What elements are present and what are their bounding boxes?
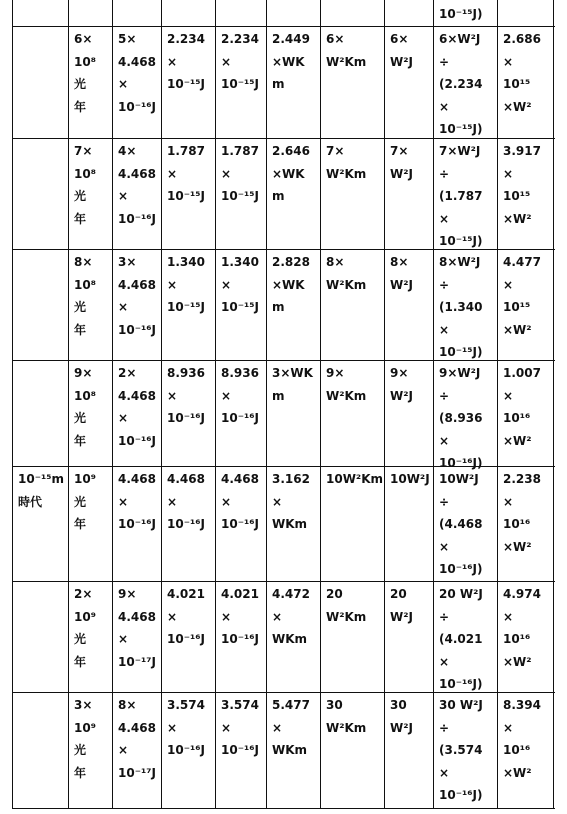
cell-text-line: 3×WK	[272, 366, 313, 380]
table-row-6-c6-cell	[326, 583, 366, 628]
cell-text-line: 10⁻¹⁵J	[167, 300, 206, 314]
cell-text-line: (8.936	[439, 411, 483, 425]
table-row-3-c4-cell	[221, 251, 259, 319]
cell-text-line: 年	[74, 211, 87, 226]
table-row-3-c9-cell	[503, 251, 541, 341]
cell-text-line: 4.472	[272, 587, 310, 601]
cell-text-line: 2×	[74, 587, 93, 601]
table-column-rule	[320, 0, 321, 808]
table-row-1-c3-cell	[167, 28, 205, 96]
table-row-4-c8-cell	[439, 362, 483, 475]
table-row-3-c7-cell	[390, 251, 413, 296]
cell-text-line: W²J	[390, 388, 413, 403]
cell-text-line: 8×	[326, 255, 345, 269]
cell-text-line: 9×	[390, 366, 409, 380]
cell-text-line: 4.974	[503, 587, 541, 601]
table-row-6-c7-cell	[390, 583, 413, 628]
cell-text-line: ÷	[439, 494, 450, 509]
cell-text-line: m	[272, 300, 285, 314]
cell-text-line: ×	[503, 494, 514, 509]
table-row-5-c4-cell	[221, 468, 259, 536]
cell-text-line: ×	[167, 388, 178, 403]
table-row-2-c8-cell	[439, 140, 483, 253]
cell-text-line: ÷	[439, 388, 450, 403]
cell-text-line: 10⁻¹⁵J)	[439, 345, 483, 359]
cell-text-line: 10⁻¹⁶J	[167, 632, 206, 646]
cell-text-line: ×	[439, 765, 450, 780]
cell-text-line: 10⁻¹⁶J)	[439, 456, 483, 470]
table-row-6-c5-cell	[272, 583, 310, 651]
cell-text-line: 光	[74, 300, 87, 314]
cell-text-line: W²J	[390, 609, 413, 624]
cell-text-line: ×W²	[503, 654, 532, 669]
table-row-7-c6-cell	[326, 694, 366, 739]
cell-text-line: 10⁻¹⁵J)	[439, 234, 483, 248]
table-column-rule	[384, 0, 385, 808]
table-row-rule	[12, 808, 555, 809]
cell-text-line: ×WK	[272, 54, 305, 69]
cell-text-line: ×WK	[272, 277, 305, 292]
table-row-rule	[12, 581, 555, 582]
table-row-3-c6-cell	[326, 251, 366, 296]
cell-text-line: 10¹⁶	[503, 411, 531, 425]
cell-text-line: 30 W²J	[439, 698, 483, 712]
cell-text-line: W²J	[390, 720, 413, 735]
cell-text-line: W²Km	[326, 388, 367, 403]
table-row-2-c4-cell	[221, 140, 259, 208]
cell-text-line: ×	[439, 211, 450, 226]
cell-text-line: 8×W²J	[439, 255, 481, 269]
cell-text-line: 8×	[74, 255, 93, 269]
cell-text-line: ×W²	[503, 539, 532, 554]
cell-text-line: 4.477	[503, 255, 541, 269]
table-row-5-c2-cell	[118, 468, 156, 536]
table-row-1-c6-cell	[326, 28, 366, 73]
cell-text-line: 光	[74, 632, 87, 646]
cell-text-line: 4.468	[118, 54, 156, 69]
cell-text-line: 7×	[326, 144, 345, 158]
cell-text-line: 3×	[74, 698, 93, 712]
cell-text-line: 10W²J	[439, 472, 479, 486]
cell-text-line: ×	[439, 433, 450, 448]
cell-text-line: ×	[439, 654, 450, 669]
cell-text-line: 4.468	[118, 609, 156, 624]
cell-text-line: 5×	[118, 32, 137, 46]
cell-text-line: 10¹⁵	[503, 300, 531, 314]
cell-text-line: WKm	[272, 517, 308, 531]
cell-text-line: 10⁻¹⁶J	[118, 433, 157, 448]
table-row-1-c4-cell	[221, 28, 259, 96]
cell-text-line: ×	[221, 494, 232, 509]
cell-text-line: 10⁻¹⁶J	[118, 211, 157, 226]
cell-text-line: 10⁻¹⁷J	[118, 765, 157, 780]
table-row-5-c3-cell	[167, 468, 205, 536]
cell-text-line: 10⁻¹⁵J)	[439, 122, 483, 136]
cell-text-line: 10¹⁶	[503, 743, 531, 757]
cell-text-line: 5.477	[272, 698, 310, 712]
table-row-4-c6-cell	[326, 362, 366, 407]
table-column-rule	[68, 0, 69, 808]
cell-text-line: 10⁻¹⁶J)	[439, 562, 483, 576]
table-column-rule	[112, 0, 113, 808]
cell-text-line: 10⁸	[74, 166, 96, 181]
table-row-6-c3-cell	[167, 583, 205, 651]
cell-text-line: 2×	[118, 366, 137, 380]
cell-text-line: 10⁻¹⁶J	[221, 632, 260, 646]
cell-text-line: 10⁻¹⁵J	[167, 77, 206, 91]
cell-text-line: ×	[439, 322, 450, 337]
cell-text-line: WKm	[272, 632, 308, 646]
cell-text-line: ×	[503, 388, 514, 403]
cell-text-line: 8×	[390, 255, 409, 269]
cell-text-line: 10⁻¹⁶J)	[439, 788, 483, 802]
table-row-3-c8-cell	[439, 251, 483, 364]
cell-text-line: 10⁹	[74, 609, 96, 624]
table-row-5-c5-cell	[272, 468, 310, 536]
cell-text-line: ×	[118, 632, 129, 646]
table-row-6-c1-cell	[74, 583, 96, 673]
cell-text-line: ×	[118, 189, 129, 203]
cell-text-line: ÷	[439, 609, 450, 624]
table-row-6-c8-cell	[439, 583, 483, 696]
cell-text-line: 10⁻¹⁵J	[221, 189, 260, 203]
cell-text-line: ×	[221, 277, 232, 292]
cell-text-line: 10⁻¹⁵m	[18, 472, 65, 486]
cell-text-line: W²Km	[326, 166, 367, 181]
cell-text-line: 30	[390, 698, 407, 712]
cell-text-line: ÷	[439, 54, 450, 69]
cell-text-line: ×	[118, 494, 129, 509]
cell-text-line: WKm	[272, 743, 308, 757]
table-row-4-c9-cell	[503, 362, 541, 452]
table-row-4-c7-cell	[390, 362, 413, 407]
cell-text-line: ×W²	[503, 433, 532, 448]
cell-text-line: 光	[74, 743, 87, 757]
table-row-rule	[12, 26, 555, 27]
cell-text-line: ×	[167, 277, 178, 292]
cell-text-line: 2.686	[503, 32, 541, 46]
cell-text-line: 2.234	[167, 32, 205, 46]
cell-text-line: ×	[167, 166, 178, 181]
cell-text-line: W²Km	[326, 54, 367, 69]
table-row-3-c2-cell	[118, 251, 156, 341]
cell-text-line: 20	[390, 587, 407, 601]
cell-text-line: ×	[439, 99, 450, 114]
cell-text-line: 10W²J	[390, 472, 430, 486]
cell-text-line: 光	[74, 189, 87, 203]
cell-text-line: 10⁻¹⁶J	[118, 517, 157, 531]
cell-text-line: 10⁻¹⁶J	[167, 411, 206, 425]
cell-text-line: ×W²	[503, 211, 532, 226]
cell-text-line: ÷	[439, 166, 450, 181]
cell-text-line: 年	[74, 765, 87, 780]
cell-text-line: m	[272, 77, 285, 91]
table-row-2-c5-cell	[272, 140, 310, 208]
cell-text-line: 4×	[118, 144, 137, 158]
table-row-2-c7-cell	[390, 140, 413, 185]
table-row-7-c3-cell	[167, 694, 205, 762]
cell-text-line: 4.021	[167, 587, 205, 601]
table-row-6-c4-cell	[221, 583, 259, 651]
cell-text-line: 4.468	[118, 388, 156, 403]
cell-text-line: 10⁻¹⁶J	[167, 743, 206, 757]
table-row-7-c7-cell	[390, 694, 413, 739]
cell-text-line: 10⁻¹⁵J	[221, 300, 260, 314]
table-row-3-c1-cell	[74, 251, 96, 341]
cell-text-line: 6×W²J	[439, 32, 481, 46]
cell-text-line: 10⁻¹⁵J	[167, 189, 206, 203]
table-row-2-c1-cell	[74, 140, 96, 230]
cell-text-line: ÷	[439, 720, 450, 735]
table-row-7-c2-cell	[118, 694, 156, 784]
table-row-5-c9-cell	[503, 468, 541, 558]
cell-text-line: (4.468	[439, 517, 483, 531]
cell-text-line: 4.468	[118, 277, 156, 292]
cell-text-line: 4.468	[118, 472, 156, 486]
table-row-1-c9-cell	[503, 28, 541, 118]
cell-text-line: ×	[118, 77, 129, 91]
cell-text-line: 光	[74, 77, 87, 91]
cell-text-line: ×WK	[272, 166, 305, 181]
cell-text-line: 1.340	[221, 255, 259, 269]
table-row-3-c5-cell	[272, 251, 310, 319]
cell-text-line: W²J	[390, 166, 413, 181]
cell-text-line: ×W²	[503, 765, 532, 780]
table-row-4-c1-cell	[74, 362, 96, 452]
cell-text-line: 6×	[74, 32, 93, 46]
table-row-1-c5-cell	[272, 28, 310, 96]
cell-text-line: W²Km	[326, 277, 367, 292]
cell-text-line: m	[272, 189, 285, 203]
table-column-rule	[553, 0, 554, 808]
table-row-7-c9-cell	[503, 694, 541, 784]
table-row-4-c4-cell	[221, 362, 259, 430]
cell-text-line: ×	[221, 54, 232, 69]
table-row-5-c8-cell	[439, 468, 483, 581]
cell-text-line: 2.234	[221, 32, 259, 46]
cell-text-line: 3.917	[503, 144, 541, 158]
top-partial-row-c8-cell	[439, 3, 483, 26]
cell-text-line: 年	[74, 654, 87, 669]
cell-text-line: 20 W²J	[439, 587, 483, 601]
cell-text-line: 10⁻¹⁶J	[118, 322, 157, 337]
cell-text-line: 1.787	[167, 144, 205, 158]
cell-text-line: 4.021	[221, 587, 259, 601]
cell-text-line: ×	[118, 411, 129, 425]
cell-text-line: 9×	[74, 366, 93, 380]
cell-text-line: W²J	[390, 54, 413, 69]
cell-text-line: ×	[221, 609, 232, 624]
cell-text-line: ×	[503, 166, 514, 181]
table-row-5-c1-cell	[74, 468, 96, 536]
cell-text-line: ×	[439, 539, 450, 554]
cell-text-line: 10⁻¹⁷J	[118, 654, 157, 669]
cell-text-line: ×	[167, 609, 178, 624]
cell-text-line: ×	[221, 166, 232, 181]
cell-text-line: ×	[167, 494, 178, 509]
cell-text-line: (2.234	[439, 77, 483, 91]
cell-text-line: 1.007	[503, 366, 541, 380]
cell-text-line: 4.468	[118, 166, 156, 181]
table-column-rule	[12, 0, 13, 808]
table-row-2-c2-cell	[118, 140, 156, 230]
cell-text-line: 1.787	[221, 144, 259, 158]
cell-text-line: 10⁻¹⁶J	[167, 517, 206, 531]
cell-text-line: 8.936	[167, 366, 205, 380]
cell-text-line: 9×	[326, 366, 345, 380]
cell-text-line: 10¹⁶	[503, 632, 531, 646]
table-row-3-c3-cell	[167, 251, 205, 319]
cell-text-line: 10⁸	[74, 54, 96, 69]
cell-text-line: ×	[503, 720, 514, 735]
table-row-1-c7-cell	[390, 28, 413, 73]
cell-text-line: 年	[74, 433, 87, 448]
cell-text-line: 4.468	[167, 472, 205, 486]
cell-text-line: ×	[167, 54, 178, 69]
cell-text-line: 8.936	[221, 366, 259, 380]
cell-text-line: 10⁻¹⁶J	[221, 743, 260, 757]
cell-text-line: 光	[74, 411, 87, 425]
cell-text-line: 年	[74, 99, 87, 114]
table-row-2-c3-cell	[167, 140, 205, 208]
cell-text-line: 10¹⁵	[503, 189, 531, 203]
cell-text-line: 7×	[390, 144, 409, 158]
table-column-rule	[215, 0, 216, 808]
table-row-4-c3-cell	[167, 362, 205, 430]
cell-text-line: 4.468	[118, 720, 156, 735]
cell-text-line: ×	[272, 609, 283, 624]
cell-text-line: 10⁻¹⁶J)	[439, 677, 483, 691]
table-row-2-c6-cell	[326, 140, 366, 185]
cell-text-line: ×W²	[503, 99, 532, 114]
cell-text-line: 6×	[390, 32, 409, 46]
table-row-6-c2-cell	[118, 583, 156, 673]
cell-text-line: ×	[118, 300, 129, 314]
cell-text-line: ×	[118, 743, 129, 757]
table-column-rule	[266, 0, 267, 808]
cell-text-line: ×	[503, 277, 514, 292]
table-row-7-c5-cell	[272, 694, 310, 762]
cell-text-line: 10⁸	[74, 388, 96, 403]
cell-text-line: ×	[167, 720, 178, 735]
cell-text-line: W²Km	[326, 720, 367, 735]
cell-text-line: (1.787	[439, 189, 483, 203]
cell-text-line: (1.340	[439, 300, 483, 314]
cell-text-line: (3.574	[439, 743, 483, 757]
cell-text-line: 10⁻¹⁵J	[221, 77, 260, 91]
cell-text-line: W²Km	[326, 609, 367, 624]
cell-text-line: 10W²Km	[326, 472, 383, 486]
cell-text-line: 3.162	[272, 472, 310, 486]
table-row-1-c2-cell	[118, 28, 156, 118]
cell-text-line: (4.021	[439, 632, 483, 646]
cell-text-line: 30	[326, 698, 343, 712]
cell-text-line: 10¹⁵	[503, 77, 531, 91]
cell-text-line: 4.468	[221, 472, 259, 486]
cell-text-line: 年	[74, 322, 87, 337]
cell-text-line: 7×W²J	[439, 144, 481, 158]
cell-text-line: ×	[503, 609, 514, 624]
cell-text-line: 3.574	[167, 698, 205, 712]
table-column-rule	[497, 0, 498, 808]
cell-text-line: 10⁹	[74, 472, 96, 486]
cell-text-line: 3×	[118, 255, 137, 269]
cell-text-line: 時代	[18, 494, 43, 509]
cell-text-line: ÷	[439, 277, 450, 292]
table-row-7-c8-cell	[439, 694, 483, 807]
cell-text-line: 8×	[118, 698, 137, 712]
cell-text-line: 8.394	[503, 698, 541, 712]
table-row-4-c5-cell	[272, 362, 313, 407]
cell-text-line: 10⁻¹⁶J	[118, 99, 157, 114]
table-row-2-c9-cell	[503, 140, 541, 230]
cell-text-line: 2.828	[272, 255, 310, 269]
cell-text-line: ×	[503, 54, 514, 69]
table-row-6-c9-cell	[503, 583, 541, 673]
cell-text-line: 10¹⁶	[503, 517, 531, 531]
cell-text-line: ×	[221, 720, 232, 735]
cell-text-line: ×	[221, 388, 232, 403]
table-row-5-c6-cell	[326, 468, 383, 491]
cell-text-line: 10⁸	[74, 277, 96, 292]
cell-text-line: 9×	[118, 587, 137, 601]
table-row-4-c2-cell	[118, 362, 156, 452]
table-column-rule	[161, 0, 162, 808]
table-row-1-c1-cell	[74, 28, 96, 118]
cell-text-line: W²J	[390, 277, 413, 292]
cell-text-line: 2.449	[272, 32, 310, 46]
cell-text-line: m	[272, 388, 285, 403]
table-row-7-c1-cell	[74, 694, 96, 784]
cell-text-line: 20	[326, 587, 343, 601]
table-row-5-c7-cell	[390, 468, 430, 491]
cell-text-line: 6×	[326, 32, 345, 46]
cell-text-line: ×	[272, 720, 283, 735]
cell-text-line: 年	[74, 517, 87, 531]
table-row-7-c4-cell	[221, 694, 259, 762]
cell-text-line: 2.238	[503, 472, 541, 486]
cell-text-line: 10⁹	[74, 720, 96, 735]
cell-text-line: 光	[74, 494, 87, 509]
cell-text-line: 7×	[74, 144, 93, 158]
cell-text-line: 1.340	[167, 255, 205, 269]
cell-text-line: 10⁻¹⁵J)	[439, 7, 483, 21]
table-row-1-c8-cell	[439, 28, 483, 141]
cell-text-line: 10⁻¹⁶J	[221, 411, 260, 425]
table-column-rule	[433, 0, 434, 808]
cell-text-line: 9×W²J	[439, 366, 481, 380]
cell-text-line: ×	[272, 494, 283, 509]
table-row-5-c0-cell	[18, 468, 64, 513]
cell-text-line: 2.646	[272, 144, 310, 158]
cell-text-line: 10⁻¹⁶J	[221, 517, 260, 531]
cell-text-line: ×W²	[503, 322, 532, 337]
cell-text-line: 3.574	[221, 698, 259, 712]
